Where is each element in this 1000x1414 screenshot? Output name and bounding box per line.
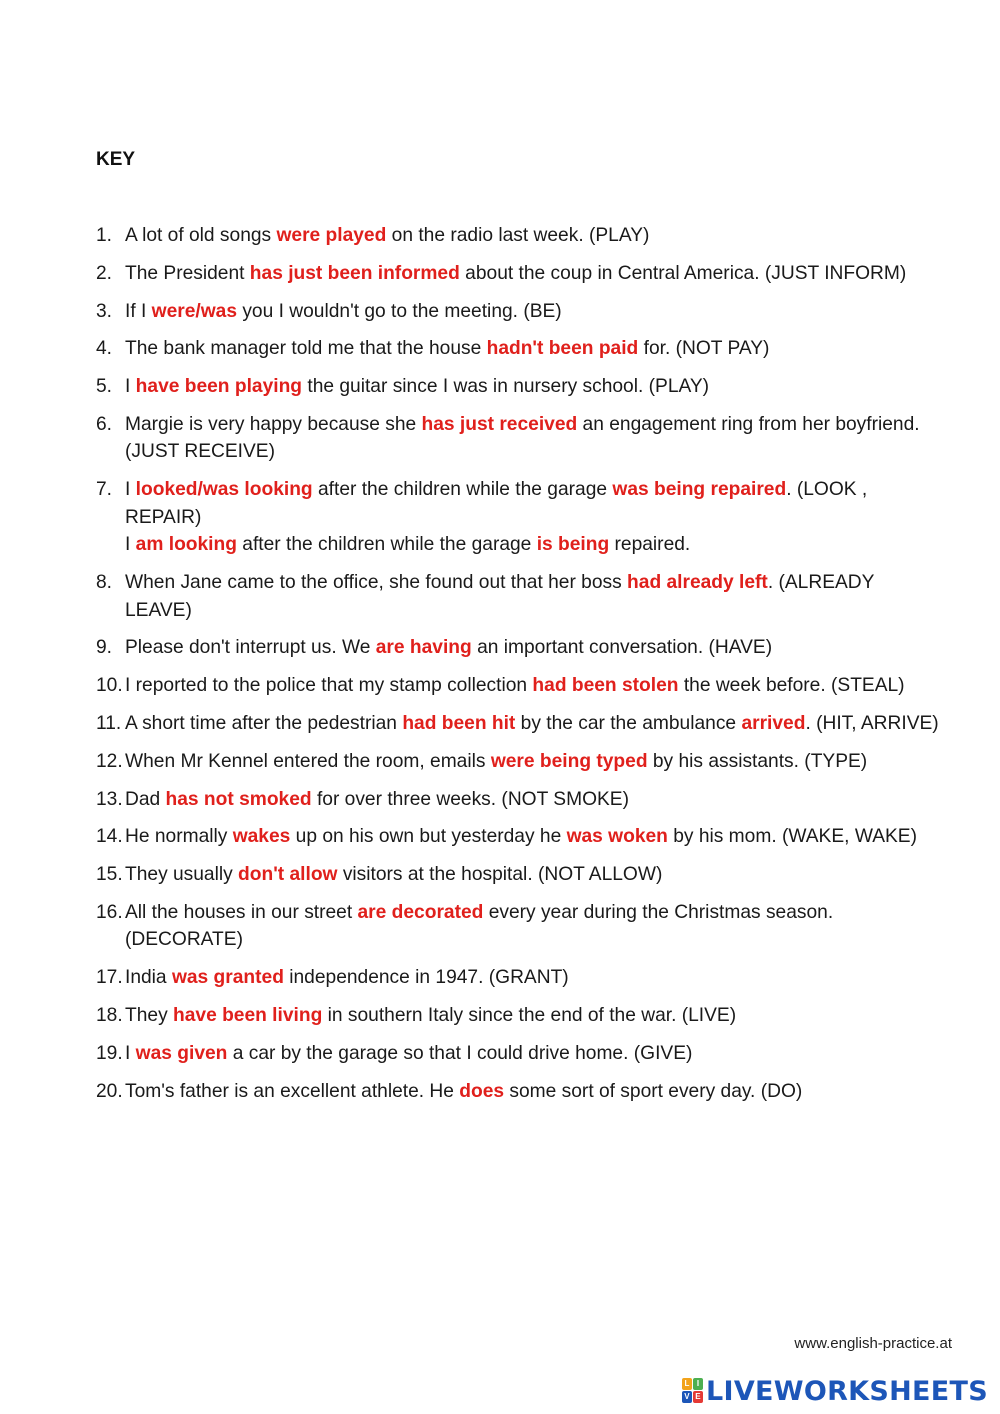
sentence-text: repaired.	[609, 534, 691, 556]
answer-text: wakes	[232, 826, 291, 848]
item-text	[125, 710, 946, 738]
answer-text: are having	[375, 637, 472, 659]
sentence-text: by the car the ambulance	[515, 712, 742, 734]
sentence-text: after the children while the garage	[236, 534, 537, 556]
sentence-text: I reported to the police that my stamp collection	[125, 675, 533, 697]
sentence-text: the guitar since I was in nursery school. (PLAY)	[302, 376, 710, 398]
list-item	[96, 823, 946, 851]
item-number: 18.	[96, 1005, 123, 1027]
sentence-text: . (LOOK , REPAIR)	[125, 479, 868, 528]
item-number: 12.	[96, 750, 123, 772]
answer-text: arrived	[741, 712, 806, 734]
item-number: 8.	[96, 572, 113, 594]
sentence-text: Margie is very happy because she	[125, 413, 422, 435]
item-number: 10.	[96, 675, 123, 697]
sentence-text: India	[125, 967, 172, 989]
list-item	[96, 1040, 946, 1068]
sentence-text: When Mr Kennel entered the room, emails	[125, 750, 491, 772]
item-number: 4.	[96, 338, 113, 360]
list-item	[96, 1002, 946, 1030]
sentence-text: They	[125, 1005, 173, 1027]
answer-text: was granted	[171, 967, 284, 989]
answer-text: has just been informed	[249, 262, 460, 284]
sentence-text: I	[125, 376, 136, 398]
brand-logo[interactable]	[682, 1375, 988, 1407]
sentence-text: an important conversation. (HAVE)	[471, 637, 773, 659]
list-item	[96, 411, 946, 466]
sentence-text: visitors at the hospital. (NOT ALLOW)	[337, 864, 663, 886]
sentence-text: A short time after the pedestrian	[125, 712, 403, 734]
item-number: 15.	[96, 864, 123, 886]
sentence-text: about the coup in Central America. (JUST INFORM)	[459, 262, 907, 284]
answer-list	[96, 222, 946, 1115]
answer-text: has just received	[421, 413, 578, 435]
list-item	[96, 298, 946, 326]
sentence-text: He normally	[125, 826, 233, 848]
answer-text: looked/was looking	[135, 479, 313, 501]
sentence-text: you I wouldn't go to the meeting. (BE)	[237, 300, 562, 322]
sentence-text: by his assistants. (TYPE)	[647, 750, 868, 772]
answer-text: have been playing	[135, 376, 303, 398]
source-url[interactable]: www.english-practice.at	[794, 1335, 952, 1352]
answer-text: was being repaired	[612, 479, 787, 501]
item-number: 9.	[96, 637, 113, 659]
sentence-text: Please don't interrupt us. We	[125, 637, 376, 659]
list-item	[96, 476, 946, 559]
sentence-text: A lot of old songs	[125, 225, 277, 246]
item-text	[125, 411, 946, 466]
logo-square: E	[693, 1391, 703, 1403]
sentence-text: some sort of sport every day. (DO)	[504, 1080, 803, 1102]
sentence-text: by his mom. (WAKE, WAKE)	[667, 826, 917, 848]
sentence-text: after the children while the garage	[312, 479, 613, 501]
answer-text: were played	[276, 225, 387, 246]
sentence-text: for. (NOT PAY)	[638, 338, 770, 360]
sentence-text: for over three weeks. (NOT SMOKE)	[311, 788, 629, 810]
list-item	[96, 964, 946, 992]
sentence-text: If I	[125, 300, 152, 322]
sentence-text: up on his own but yesterday he	[290, 826, 567, 848]
logo-square: I	[693, 1378, 703, 1390]
item-text	[125, 748, 946, 776]
answer-text: does	[459, 1080, 505, 1102]
list-item	[96, 786, 946, 814]
answer-text: is being	[536, 534, 610, 556]
item-text	[125, 1002, 946, 1030]
brand-logo-icon	[682, 1378, 704, 1404]
list-item	[96, 748, 946, 776]
item-number: 11.	[96, 712, 122, 734]
answer-text: were/was	[151, 300, 237, 322]
list-item	[96, 672, 946, 700]
sentence-text: Tom's father is an excellent athlete. He	[125, 1080, 460, 1102]
list-item	[96, 222, 946, 250]
sentence-text: a car by the garage so that I could drive home. (GIVE)	[227, 1042, 693, 1064]
list-item	[96, 899, 946, 954]
answer-text: were being typed	[490, 750, 648, 772]
answer-text: hadn't been paid	[486, 338, 639, 360]
item-text	[125, 899, 946, 954]
answer-text: had already left	[627, 572, 768, 594]
item-number: 2.	[96, 262, 113, 284]
item-number: 1.	[96, 225, 113, 246]
sentence-text: I	[125, 1042, 136, 1064]
list-item	[96, 1078, 946, 1106]
sentence-text: The bank manager told me that the house	[125, 338, 487, 360]
answer-text: are decorated	[357, 901, 484, 923]
list-item	[96, 569, 946, 624]
sentence-text: All the houses in our street	[125, 901, 358, 923]
list-item	[96, 373, 946, 401]
list-item	[96, 634, 946, 662]
sentence-text: When Jane came to the office, she found out that her boss	[125, 572, 628, 594]
sentence-text: every year during the Christmas season. (DECORATE)	[125, 901, 834, 951]
logo-square: L	[682, 1378, 692, 1390]
list-item	[96, 710, 946, 738]
item-text	[125, 823, 946, 851]
item-text	[125, 634, 946, 662]
item-text	[125, 861, 946, 889]
sentence-text: I	[125, 479, 136, 501]
item-number: 3.	[96, 300, 113, 322]
answer-text: don't allow	[238, 864, 338, 886]
item-number: 20.	[96, 1080, 123, 1102]
answer-text: was woken	[566, 826, 668, 848]
list-item	[96, 335, 946, 363]
brand-name: LIVEWORKSHEETS	[705, 1375, 988, 1407]
item-number: 14.	[96, 826, 123, 848]
item-text	[125, 786, 946, 814]
sentence-text: on the radio last week. (PLAY)	[386, 225, 650, 246]
item-number: 13.	[96, 788, 123, 810]
item-number: 16.	[96, 901, 123, 923]
item-text	[125, 1078, 946, 1106]
answer-text: have been living	[173, 1005, 323, 1027]
sentence-text: the week before. (STEAL)	[678, 675, 905, 697]
item-text	[125, 222, 946, 250]
sentence-text: . (HIT, ARRIVE)	[805, 712, 939, 734]
item-text	[125, 373, 946, 401]
sentence-text: Dad	[125, 788, 166, 810]
list-item	[96, 260, 946, 288]
item-text	[125, 964, 946, 992]
list-item	[96, 861, 946, 889]
sentence-text: in southern Italy since the end of the war. (LIVE)	[322, 1005, 737, 1027]
item-text	[125, 672, 946, 700]
item-number: 5.	[96, 376, 113, 398]
answer-text: had been stolen	[532, 675, 679, 697]
answer-text: has not smoked	[165, 788, 312, 810]
item-text	[125, 335, 946, 363]
item-number: 7.	[96, 479, 113, 501]
page-title: KEY	[96, 149, 136, 170]
answer-text: am looking	[135, 534, 237, 556]
item-text	[125, 1040, 946, 1068]
item-number: 6.	[96, 413, 113, 435]
answer-text: was given	[135, 1042, 228, 1064]
sentence-text: They usually	[125, 864, 239, 886]
sentence-text: independence in 1947. (GRANT)	[283, 967, 569, 989]
item-number: 17.	[96, 967, 123, 989]
item-text	[125, 476, 946, 559]
logo-square: V	[682, 1391, 692, 1403]
item-text	[125, 260, 946, 288]
item-number: 19.	[96, 1042, 123, 1064]
item-text	[125, 298, 946, 326]
item-text	[125, 569, 946, 624]
sentence-text: . (ALREADY LEAVE)	[125, 572, 875, 621]
sentence-text: The President	[125, 262, 250, 284]
sentence-text: an engagement ring from her boyfriend. (JUST RECEIVE)	[125, 413, 920, 463]
sentence-text: I	[125, 534, 136, 556]
answer-text: had been hit	[402, 712, 516, 734]
